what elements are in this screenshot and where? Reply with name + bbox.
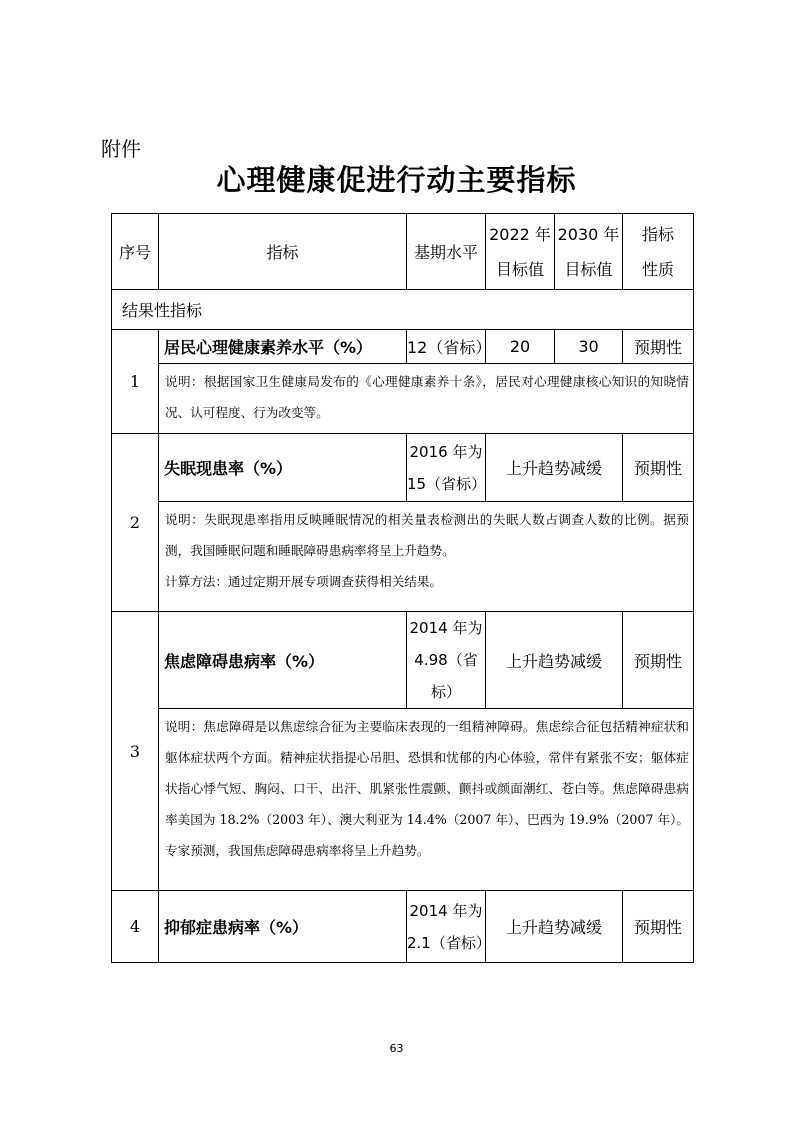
header-target-2022 (486, 214, 555, 290)
note-paragraph: 说明：失眠现患率指用反映睡眠情况的相关量表检测出的失眠人数占调查人数的比例。据预测，我国睡眠问题和睡眠障碍患病率将呈上升趋势。 (165, 512, 689, 558)
page-number: 63 (389, 1042, 404, 1055)
baseline-value (407, 891, 491, 963)
section-row (112, 290, 694, 330)
baseline-value (407, 434, 486, 502)
table-row (112, 330, 694, 364)
table-row-note (112, 364, 694, 434)
baseline-level: 2.1（省标） (407, 933, 491, 952)
note-paragraph: 说明：焦虑障碍是以焦虑综合征为主要临床表现的一组精神障碍。焦虑综合征包括精神症状和躯体症状两个方面。精神症状指提心吊胆、恐惧和忧郁的内心体验，常伴有紧张不安；躯体症状指心悸气短、胸闷、口干、出汗、肌紧张性震颤、颤抖或颜面潮红、苍白等。焦虑障碍患病率美国为 18.2%（2003 年）、澳大利亚为 14.4%（2007 年）、巴西为 19.9%（2007 年）。专家预测，我国焦虑障碍患病率将呈上升趋势。 (165, 719, 689, 858)
header-nature (623, 214, 694, 290)
target-value: 上升趋势减缓 (486, 612, 623, 709)
indicator-name: 居民心理健康素养水平（%） (159, 330, 407, 364)
nature-value: 预期性 (623, 891, 694, 963)
nature-value: 预期性 (623, 434, 694, 502)
indicator-name: 焦虑障碍患病率（%） (159, 612, 407, 709)
header-target-2030-label: 目标值 (564, 259, 613, 279)
indicator-name: 失眠现患率（%） (159, 434, 407, 502)
header-seq: 序号 (112, 214, 159, 290)
header-indicator: 指标 (159, 214, 407, 290)
indicator-note (159, 364, 694, 434)
target-2022-value: 20 (486, 330, 555, 364)
row-seq: 3 (112, 612, 159, 891)
indicator-name: 抑郁症患病率（%） (159, 891, 407, 963)
header-target-2022-year: 2022 年 (489, 224, 551, 244)
table-row (112, 891, 694, 963)
target-value: 上升趋势减缓 (486, 434, 623, 502)
table-header-row (112, 214, 694, 290)
table-row (112, 434, 694, 502)
baseline-value: 12（省标） (407, 330, 486, 364)
table-row-note (112, 709, 694, 891)
row-seq: 1 (112, 330, 159, 434)
baseline-year: 2014 年为 (409, 901, 483, 920)
note-paragraph: 说明：根据国家卫生健康局发布的《心理健康素养十条》，居民对心理健康核心知识的知晓情况、认可程度、行为改变等。 (165, 374, 689, 420)
header-target-2030 (555, 214, 623, 290)
target-2030-value: 30 (555, 330, 623, 364)
page-title: 心理健康促进行动主要指标 (216, 163, 577, 197)
nature-value: 预期性 (623, 612, 694, 709)
target-value: 上升趋势减缓 (486, 891, 623, 963)
header-baseline: 基期水平 (407, 214, 486, 290)
indicator-note (159, 502, 694, 612)
table-row (112, 612, 694, 709)
baseline-year: 2016 年为 (409, 442, 483, 461)
indicator-note (159, 709, 694, 891)
baseline-level: 15（省标） (407, 474, 487, 493)
indicator-table (111, 213, 694, 963)
header-nature-line1: 指标 (641, 224, 674, 244)
baseline-level: 4.98（省标） (414, 651, 478, 701)
table-row-note (112, 502, 694, 612)
nature-value: 预期性 (623, 330, 694, 364)
note-paragraph: 计算方法：通过定期开展专项调查获得相关结果。 (165, 574, 443, 589)
baseline-value (407, 612, 486, 709)
baseline-year: 2014 年为 (409, 619, 483, 637)
section-title: 结果性指标 (112, 290, 694, 330)
annex-label: 附件 (101, 137, 141, 161)
row-seq: 2 (112, 434, 159, 612)
header-target-2030-year: 2030 年 (557, 224, 620, 244)
row-seq: 4 (112, 891, 159, 963)
header-target-2022-label: 目标值 (495, 259, 544, 279)
header-nature-line2: 性质 (641, 259, 674, 279)
